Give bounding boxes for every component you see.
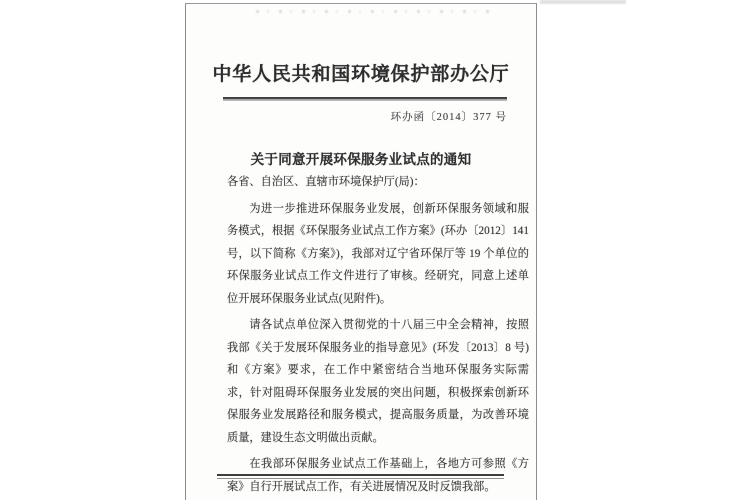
letterhead-title: 中华人民共和国环境保护部办公厅 <box>212 64 510 85</box>
document-number: 环办函〔2014〕377 号 <box>390 112 507 123</box>
document-title: 关于同意开展环保服务业试点的通知 <box>250 152 472 167</box>
body-paragraph-1: 为进一步推进环保服务业发展，创新环保服务领域和服务模式，根据《环保服务业试点工作方案》(环办〔2012〕141 号，以下简称《方案》)，我部对辽宁省环保厅等 19 个单位的环保服务业试点工作文件进行了审核。经研究，同意上述单位开展环保服务业试点(见附件)。 <box>227 202 529 305</box>
document-page <box>185 3 537 500</box>
body-paragraph-3: 在我部环保服务业试点工作基础上，各地方可参照《方案》自行开展试点工作，有关进展情况及时反馈我部。 <box>227 458 529 493</box>
document-body <box>227 171 529 498</box>
closing-rule <box>217 474 504 479</box>
scan-noise-artifact <box>256 10 496 13</box>
salutation: 各省、自治区、直辖市环境保护厅(局)： <box>227 176 425 188</box>
letterhead-rule <box>223 97 507 101</box>
scan-edge-artifact <box>540 0 626 4</box>
body-paragraph-2: 请各试点单位深入贯彻党的十八届三中全会精神，按照我部《关于发展环保服务业的指导意见》(环发〔2013〕8 号)和《方案》要求，在工作中紧密结合当地环保服务实际需求，针对阻碍环保服务业发展的突出问题，积极探索创新环保服务业发展路径和服务模式，提高服务质量，为改善环境质量，建设生态文明做出贡献。 <box>227 319 529 444</box>
